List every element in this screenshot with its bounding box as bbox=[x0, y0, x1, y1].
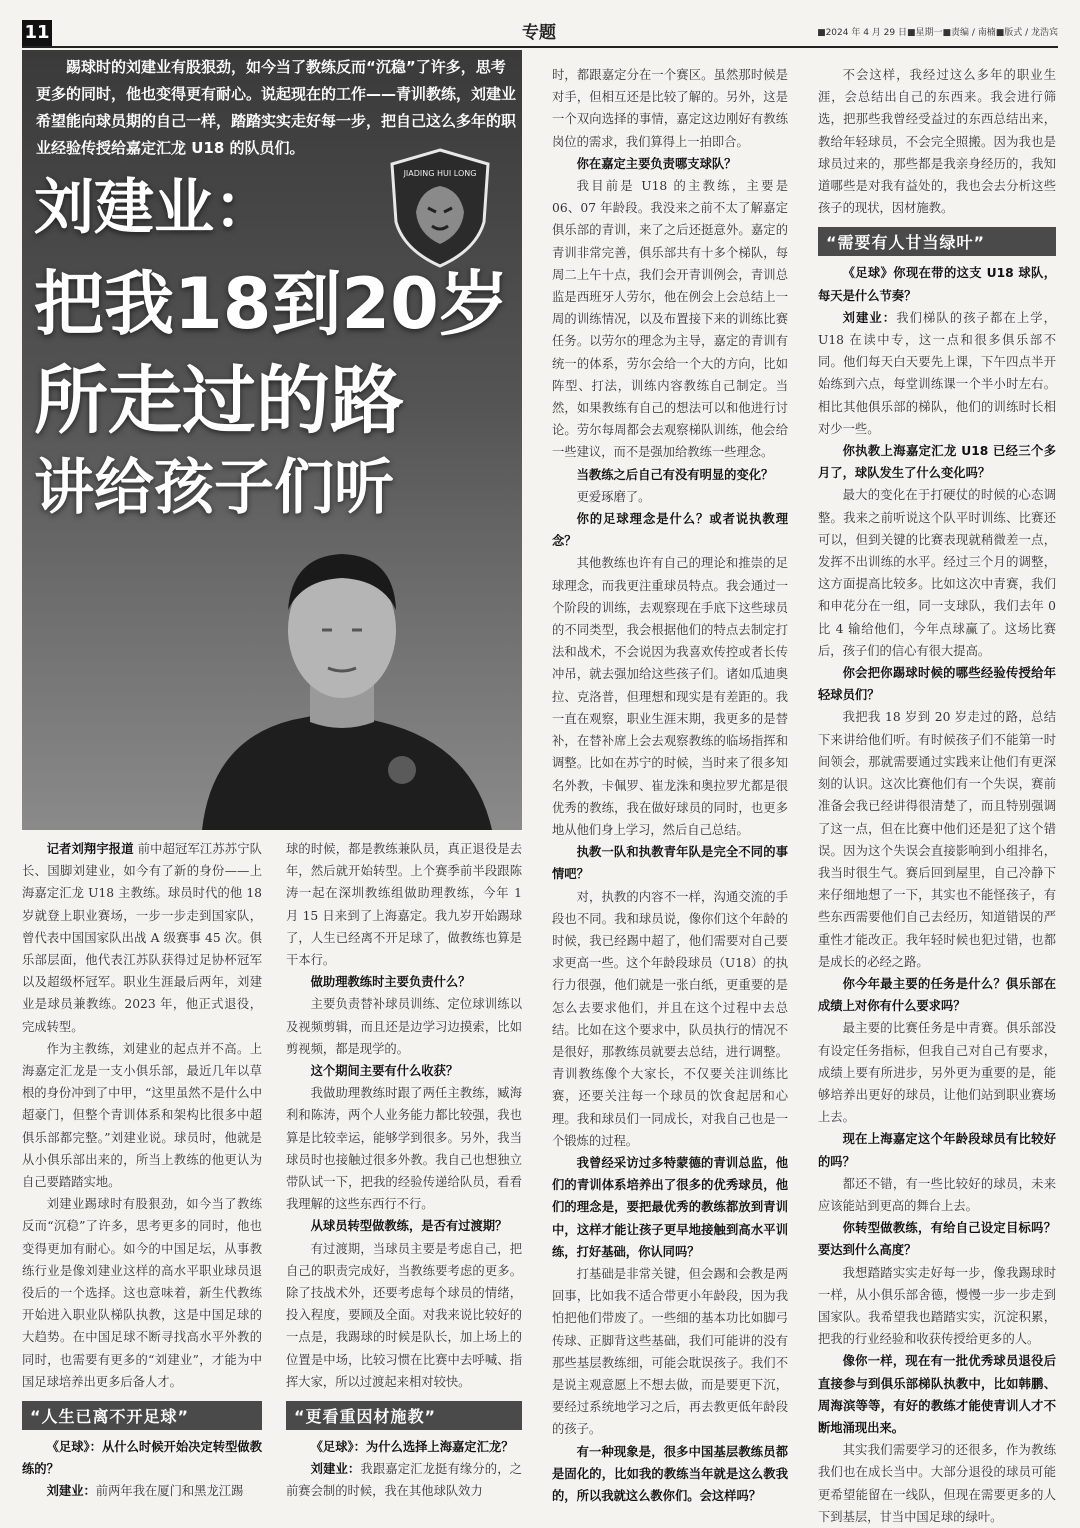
answer: 我目前是 U18 的主教练，主要是 06、07 年龄段。我没来之前不太了解嘉定俱乐部的青训，来了之后还挺意外。嘉定的青训非常完善，俱乐部共有十多个梯队，每周二上午十点，我们会开青训例会，青训总监是西班牙人劳尔，他在例会上会总结上一周的训练情况，以及布置接下来的训练比赛任务。以劳尔的理念为主导，嘉定的青训有统一的体系，劳尔会给一个大的方向，比如阵型、打法，训练内容教练自己制定。当然，如果教练有自己的想法可以和他进行讨论。劳尔每周都会去观察梯队训练，他会给一些建议，而不是强加给教练一些理念。 bbox=[552, 179, 788, 460]
answer: 其他教练也许有自己的理论和推崇的足球理念，而我更注重球员特点。我会通过一个阶段的训练，去观察现在手底下这些球员的不同类型，我会根据他们的特点去制定打法和战术，不会说因为我喜欢传控或者长传冲吊，就去强加给这些孩子们。诸如瓜迪奥拉、克洛普，但理想和现实是有差距的。我一直在观察，职业生涯末期，我更多的是替补，在替补席上会去观察教练的临场指挥和调整。比如在苏宁的时候，当时来了很多知名外教，卡佩罗、崔龙洙和奥拉罗尤都是很优秀的教练，我在做好球员的同时，也更多地从他们身上学习，然后自己总结。 bbox=[552, 556, 788, 837]
headline-line-2: 把我18到20岁 bbox=[34, 263, 509, 345]
answer: 都还不错，有一些比较好的球员，未来应该能站到更高的舞台上去。 bbox=[818, 1176, 1056, 1213]
answer: 我做助理教练时跟了两任主教练，臧海利和陈涛，两个人业务能力都比较强，我也算是比较幸运，能够学到很多。另外，我当球员时也接触过很多外教。我自己也想独立带队试一下，把我的经验传递给队员，看看我理解的这些东西行不行。 bbox=[286, 1086, 522, 1212]
question: 像你一样，现在有一批优秀球员退役后直接参与到俱乐部梯队执教中，比如韩鹏、周海滨等等，有好的教练才能使青训人才不断地涌现出来。 bbox=[818, 1354, 1056, 1435]
question: 有一种现象是，很多中国基层教练员都是固化的，比如我的教练当年就是这么教我的，所以我就这么教你们。会这样吗？ bbox=[552, 1444, 788, 1503]
answer: 刘建业：前两年我在厦门和黑龙江踢 bbox=[46, 1484, 244, 1499]
question: 现在上海嘉定这个年龄段球员有比较好的吗？ bbox=[818, 1132, 1056, 1169]
masthead bbox=[22, 20, 1058, 48]
answer: 最主要的比赛任务是中青赛。俱乐部没有设定任务指标，但我自己对自己有要求，成绩上要有所进步，另外更为重要的是，能够培养出更好的球员，让他们站到职业赛场上去。 bbox=[818, 1021, 1056, 1125]
deck: 踢球时的刘建业有股狠劲，如今当了教练反而“沉稳”了许多，思考更多的同时，他也变得更有耐心。说起现在的工作——青训教练，刘建业希望能向球员期的自己一样，踏踏实实走好每一步，把自己这么多年的职业经验传授给嘉定汇龙 U18 的队员们。 bbox=[36, 58, 517, 157]
dateline: ■2024 年 4 月 29 日■星期一■责编 / 南楠■版式 / 龙浩宾 bbox=[817, 28, 1058, 38]
paragraph: 球的时候，都是教练兼队员，真正退役是去年，然后就开始转型。上个赛季前半段跟陈涛一起在深圳教练组做助理教练，今年 1 月 15 日来到了上海嘉定。我九岁开始踢球了，人生已经离不开足球了，做教练也算是干本行。 bbox=[286, 842, 522, 968]
headline-line-4: 讲给孩子们听 bbox=[34, 453, 394, 523]
question: 你转型做教练，有给自己设定目标吗？要达到什么高度？ bbox=[818, 1221, 1056, 1258]
hero-photo-block bbox=[22, 50, 522, 830]
question: 你的足球理念是什么？或者说执教理念？ bbox=[552, 512, 788, 549]
answer: 最大的变化在于打硬仗的时候的心态调整。我来之前听说这个队平时训练、比赛还可以，但到关键的比赛表现就稍微差一点，发挥不出训练的水平。经过三个月的调整，这方面提高比较多。比如这次中青赛，我们和申花分在一组，同一支球队，我们去年 0 比 4 输给他们，今年点球赢了。这场比赛后，孩子们的信心有很大提高。 bbox=[818, 488, 1056, 658]
answer: 我想踏踏实实走好每一步，像我踢球时一样，从小俱乐部舍德，慢慢一步一步走到国家队。我希望我也踏踏实实，沉淀积累，把我的行业经验和收获传授给更多的人。 bbox=[818, 1265, 1056, 1347]
paragraph: 作为主教练，刘建业的起点并不高。上海嘉定汇龙是一支小俱乐部，最近几年以草根的身份冲到了中甲，“这里虽然不是什么中超豪门，但整个青训体系和架构比很多中超俱乐部都完整。”刘建业说。球员时，他就是从小俱乐部出来的，所当上教练的他更认为自己要踏踏实地。 bbox=[22, 1041, 262, 1190]
answer: 更爱琢磨了。 bbox=[576, 489, 651, 504]
headline-line-1: 刘建业： bbox=[34, 173, 274, 243]
column-2 bbox=[286, 838, 522, 1503]
question: 做助理教练时主要负责什么？ bbox=[310, 975, 471, 990]
section-title: 专题 bbox=[522, 23, 556, 43]
lead-paragraph: 记者刘翔宇报道 前中超冠军江苏苏宁队长、国脚刘建业，如今有了新的身份——上海嘉定汇龙 U18 主教练。球员时代的他 18 岁就登上职业赛场，一步一步走到国家队，曾代表中国国家队出战 A 级赛事 45 次。俱乐部层面，他代表江苏队获得过足协杯冠军以及超级杯冠军。职业生涯最后两年，刘建业是球员兼教练。2023 年，他正式退役，完成转型。 bbox=[22, 842, 262, 1034]
question: 你在嘉定主要负责哪支球队？ bbox=[576, 156, 737, 171]
subheading: “更看重因材施教” bbox=[286, 1401, 522, 1430]
column-4 bbox=[818, 64, 1056, 1528]
column-3 bbox=[552, 64, 788, 1507]
question: 《足球》你现在带的这支 U18 球队，每天是什么节奏？ bbox=[818, 266, 1056, 303]
page-number: 11 bbox=[22, 20, 52, 46]
paragraph: 刘建业踢球时有股狠劲，如今当了教练反而“沉稳”了许多，思考更多的同时，他也变得更加有耐心。如今的中国足坛，从事教练行业是像刘建业这样的高水平职业球员退役后的一个选择。这也意味着，新生代教练开始进入职业队梯队执教，这是中国足球的大趋势。在中国足球不断寻找高水平外教的同时，也需要有更多的“刘建业”，才能为中国足球培养出更多后备人才。 bbox=[22, 1197, 262, 1389]
question: 从球员转型做教练，是否有过渡期？ bbox=[310, 1219, 508, 1234]
question: 这个期间主要有什么收获？ bbox=[310, 1064, 459, 1079]
question: 执教一队和执教青年队是完全不同的事情吧？ bbox=[552, 845, 788, 882]
badge-text: JIADING HUI LONG bbox=[403, 169, 477, 178]
subheading: “人生已离不开足球” bbox=[22, 1401, 262, 1430]
answer: 我把我 18 岁到 20 岁走过的路，总结下来讲给他们听。有时候孩子们不能第一时间领会，那就需要通过实践来让他们有更深刻的认识。这次比赛他们有一个失误，赛前准备会我已经讲得很清楚了，而且特别强调了这一点，但在比赛中他们还是犯了这个错误。因为这个失误会直接影响到小组排名，我当时很生气。赛后回到屋里，自己冷静下来仔细地想了一下，其实也不能怪孩子，有些东西需要他们自己去经历，知道错误的严重性才能改正。我年轻时候也犯过错，也都是成长的必经之路。 bbox=[818, 710, 1056, 969]
question: 我曾经采访过多特蒙德的青训总监，他们的青训体系培养出了很多的优秀球员，他们的理念是，要把最优秀的教练都放到青训中，这样才能让孩子更早地接触到高水平训练，打好基础，你认同吗？ bbox=[552, 1155, 788, 1259]
answer: 打基础是非常关键，但会踢和会教是两回事，比如我不适合带更小年龄段，因为我怕把他们带废了。一些细的基本功比如脚弓传球、正脚背这些基础，我们可能讲的没有那些基层教练细，可能会耽误孩子。我们不是说主观意愿上不想去做，而是要更下沉，要经过系统地学习之后，再去教更低年龄段的孩子。 bbox=[552, 1266, 788, 1437]
answer: 其实我们需要学习的还很多，作为教练我们也在成长当中。大部分退役的球员可能更希望能留在一线队，但现在需要更多的人下到基层，甘当中国足球的绿叶。 bbox=[818, 1443, 1056, 1524]
question: 你会把你踢球时候的哪些经验传授给年轻球员们？ bbox=[818, 666, 1056, 703]
subheading: “需要有人甘当绿叶” bbox=[818, 227, 1056, 256]
question: 你今年最主要的任务是什么？俱乐部在成绩上对你有什么要求吗？ bbox=[818, 976, 1056, 1014]
player-photo bbox=[182, 490, 502, 830]
question: 当教练之后自己有没有明显的变化？ bbox=[576, 467, 774, 482]
question: 《足球》：为什么选择上海嘉定汇龙？ bbox=[310, 1440, 514, 1455]
answer: 主要负责替补球员训练、定位球训练以及视频剪辑，而且还是边学习边摸索，比如剪视频，都是现学的。 bbox=[286, 997, 522, 1056]
headline-line-3: 所走过的路 bbox=[34, 358, 404, 444]
question: 你执教上海嘉定汇龙 U18 已经三个多月了，球队发生了什么变化吗？ bbox=[818, 444, 1056, 481]
paragraph: 时，都跟嘉定分在一个赛区。虽然那时候是对手，但相互还是比较了解的。另外，这是一个双向选择的事情，嘉定这边刚好有教练岗位的需求，我们算得上一拍即合。 bbox=[552, 68, 788, 149]
answer: 不会这样，我经过这么多年的职业生涯，会总结出自己的东西来。我会进行筛选，把那些我曾经受益过的东西总结出来，教给年轻球员，不会完全照搬。因为我也是球员过来的，那些都是我亲身经历的，我知道哪些是对我有益处的，我也会去分析这些孩子的现状，因材施教。 bbox=[818, 68, 1056, 216]
answer: 有过渡期，当球员主要是考虑自己，把自己的职责完成好，当教练要考虑的更多。除了技战术外，还要考虑每个球员的情绪，投入程度，要顾及全面。对我来说比较好的一点是，我踢球的时候是队长，加上场上的位置是中场，比较习惯在比赛中去呼喊、指挥大家，所以过渡起来相对较快。 bbox=[286, 1241, 522, 1389]
question: 《足球》：从什么时候开始决定转型做教练的？ bbox=[22, 1440, 262, 1477]
column-1 bbox=[22, 838, 262, 1503]
answer: 刘建业：我跟嘉定汇龙挺有缘分的，之前赛会制的时候，我在其他球队效力 bbox=[286, 1462, 522, 1499]
answer: 刘建业：我们梯队的孩子都在上学，U18 在读中专，这一点和很多俱乐部不同。他们每天白天要先上课，下午四点半开始练到六点，每堂训练课一个半小时左右。相比其他俱乐部的梯队，他们的训练时长相对少一些。 bbox=[818, 310, 1056, 436]
byline: 记者刘翔宇报道 bbox=[46, 842, 134, 856]
answer: 对，执教的内容不一样，沟通交流的手段也不同。我和球员说，像你们这个年龄的时候，我已经踢中超了，他们需要对自己要求更高一些。这个年龄段球员（U18）的执行力很强，他们就是一张白纸，更重要的是怎么去要求他们，并且在这个过程中去总结。比如在这个要求中，队员执行的情况不是很好，那教练员就要去总结，进行调整。青训教练像个大家长，不仅要关注训练比赛，还要关注每一个球员的饮食起居和心理。我和球员们一同成长，对我自己也是一个锻炼的过程。 bbox=[552, 889, 788, 1148]
